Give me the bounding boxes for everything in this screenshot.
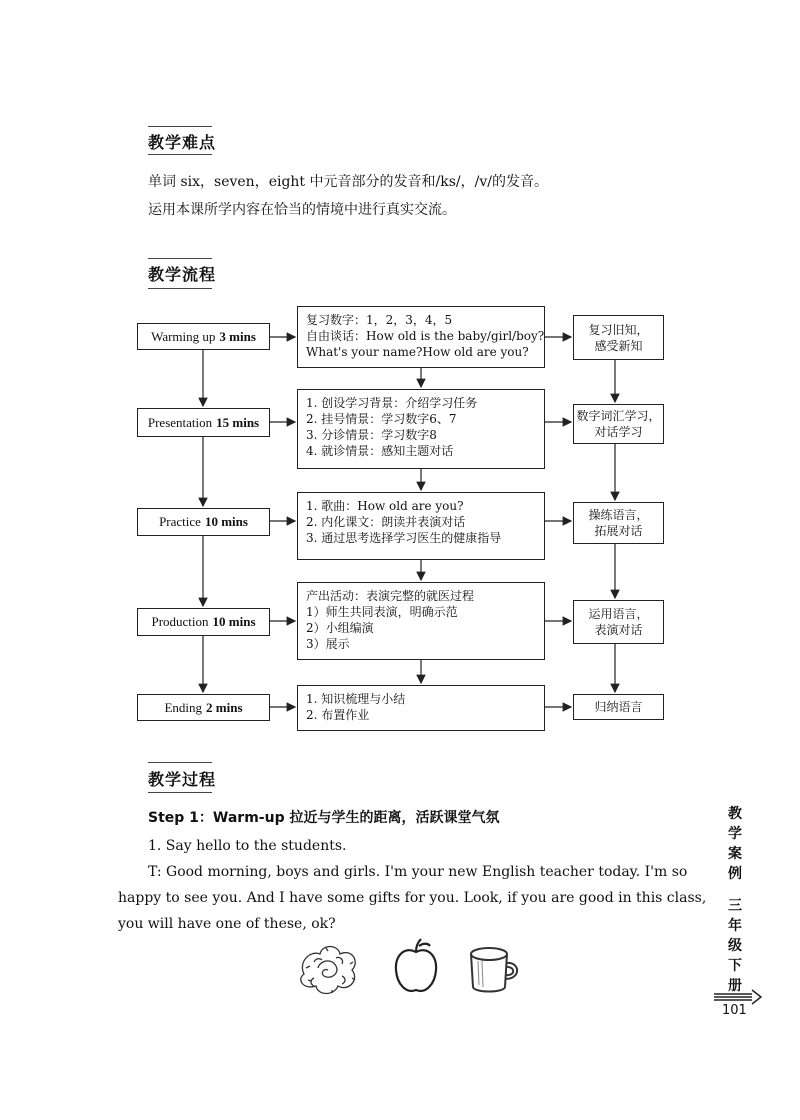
side-char: 年 <box>728 918 742 934</box>
goal-line: 拓展对话 <box>594 524 643 538</box>
section-bottom-rule <box>148 792 212 793</box>
content-line: 1. 创设学习背景：介绍学习任务 <box>306 396 478 410</box>
stage-warming-up <box>137 323 270 350</box>
teacher-line-2: happy to see you. And I have some gifts for you. Look, if you are good in this class, <box>118 890 707 906</box>
process-title: 教学过程 <box>148 770 217 789</box>
content-line: What's your name?How old are you? <box>306 345 529 359</box>
stage-production <box>137 608 270 636</box>
content-practice <box>297 492 545 560</box>
goal-line: 数字词汇学习， <box>576 409 661 423</box>
side-book-title <box>728 804 744 884</box>
content-line: 自由谈话：How old is the baby/girl/boy? <box>306 329 545 343</box>
content-production <box>297 582 545 660</box>
side-char: 册 <box>728 978 742 994</box>
flow-title: 教学流程 <box>148 265 217 284</box>
stage-time: 10 mins <box>204 514 248 529</box>
goal-production <box>573 600 664 644</box>
side-grade <box>728 896 744 996</box>
content-line: 2. 挂号情景：学习数字6、7 <box>306 412 457 426</box>
stage-name: Presentation <box>147 414 213 430</box>
goal-line: 复习旧知， <box>588 322 649 337</box>
difficulty-line-1: 单词 six，seven，eight 中元音部分的发音和/ks/，/v/的发音。 <box>148 174 548 190</box>
side-char: 级 <box>728 938 742 954</box>
content-line: 2. 内化课文：朗读并表演对话 <box>306 515 466 529</box>
side-char: 案 <box>728 846 742 862</box>
stage-time: 10 mins <box>212 614 256 629</box>
side-char: 教 <box>728 806 742 822</box>
stage-presentation <box>137 408 270 437</box>
content-ending <box>297 685 545 731</box>
side-char: 下 <box>728 958 742 974</box>
difficulty-line-2: 运用本课所学内容在恰当的情境中进行真实交流。 <box>148 202 456 218</box>
stage-name: Ending <box>164 699 203 715</box>
content-line: 4. 就诊情景：感知主题对话 <box>306 444 454 458</box>
content-line: 复习数字：1，2，3，4，5 <box>306 313 453 327</box>
goal-line: 表演对话 <box>594 623 643 637</box>
stage-time: 3 mins <box>219 328 256 344</box>
side-char: 例 <box>728 866 742 882</box>
stage-time: 2 mins <box>206 699 243 715</box>
content-line: 3）展示 <box>306 637 350 651</box>
teacher-line-3: you will have one of these, ok? <box>118 916 336 932</box>
side-char: 三 <box>728 898 742 914</box>
side-char: 学 <box>728 826 742 842</box>
goal-line: 归纳语言 <box>594 700 643 714</box>
flower-sticker-icon <box>296 940 362 998</box>
content-warming-up <box>297 306 545 368</box>
apple-icon <box>392 938 440 998</box>
content-presentation <box>297 389 545 469</box>
stage-name: Warming up <box>151 328 216 344</box>
goal-warming-up <box>573 315 664 360</box>
difficulties-title: 教学难点 <box>148 133 217 152</box>
stage-practice <box>137 508 270 536</box>
content-line: 2）小组编演 <box>306 621 374 635</box>
content-line: 3. 分诊情景：学习数字8 <box>306 428 437 442</box>
goal-line: 操练语言， <box>588 508 649 522</box>
content-line: 2. 布置作业 <box>306 708 370 722</box>
goal-line: 对话学习 <box>594 425 643 439</box>
goal-presentation <box>573 404 664 444</box>
teacher-line-1: T: Good morning, boys and girls. I'm your new English teacher today. I'm so <box>148 864 688 880</box>
say-hello-item: 1. Say hello to the students. <box>148 838 347 854</box>
goal-ending <box>573 694 664 720</box>
content-line: 3. 通过思考选择学习医生的健康指导 <box>306 531 502 545</box>
content-line: 产出活动：表演完整的就医过程 <box>306 589 475 603</box>
stage-name: Production <box>151 614 209 629</box>
content-line: 1）师生共同表演，明确示范 <box>306 605 458 619</box>
section-top-rule <box>148 762 212 763</box>
page-number: 101 <box>722 1003 747 1018</box>
stage-name: Practice <box>159 514 201 529</box>
goal-practice <box>573 502 664 544</box>
cup-icon <box>466 943 524 997</box>
goal-line: 运用语言， <box>588 607 649 621</box>
stage-ending <box>137 694 270 721</box>
content-line: 1. 知识梳理与小结 <box>306 692 406 706</box>
goal-line: 感受新知 <box>594 338 643 353</box>
content-line: 1. 歌曲：How old are you? <box>306 499 464 513</box>
stage-time: 15 mins <box>216 414 260 430</box>
step1-heading: Step 1：Warm-up 拉近与学生的距离，活跃课堂气氛 <box>148 810 500 826</box>
